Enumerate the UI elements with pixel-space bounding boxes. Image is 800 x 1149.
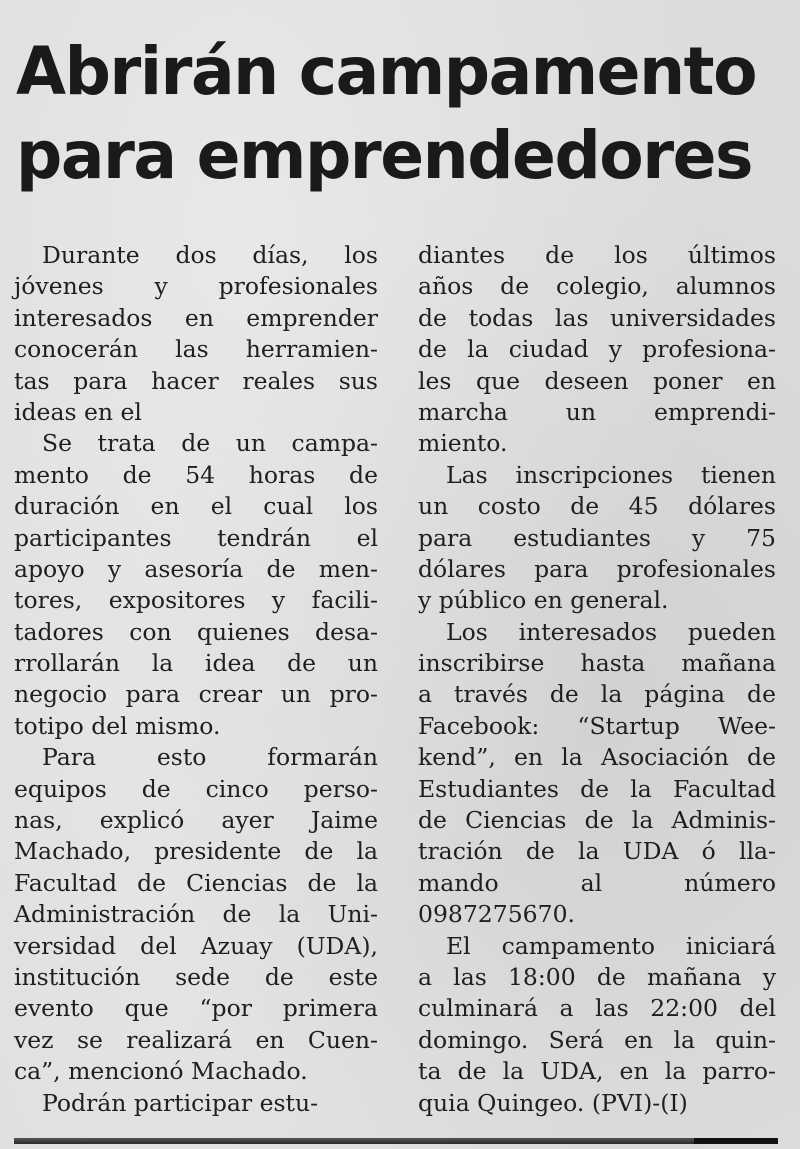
body-text-line: versidad del Azuay (UDA), [14,931,378,960]
body-text-line: kend”, en la Asociación de [418,743,776,772]
body-text-line: Las inscripciones tienen [446,460,776,489]
body-text-line: negocio para crear un pro- [14,680,378,709]
body-text-line: quia Quingeo. (PVI)-(I) [418,1088,688,1117]
body-text-line: y público en general. [418,586,669,615]
body-text-line: ta de la UDA, en la parro- [418,1057,776,1086]
body-text-line: equipos de cinco perso- [14,774,378,803]
body-text-line: vez se realizará en Cuen- [14,1025,378,1054]
body-text-line: inscribirse hasta mañana [418,649,776,678]
body-text-line: ca”, mencionó Machado. [14,1057,308,1086]
body-text-line: mento de 54 horas de [14,460,378,489]
headline [16,30,771,198]
body-text-line: de todas las universidades [418,303,776,332]
body-text-line: de la ciudad y profesiona- [418,335,776,364]
bottom-rule-accent [694,1138,778,1144]
body-text-line: diantes de los últimos [418,241,776,269]
body-text-line: apoyo y asesoría de men- [14,554,378,583]
body-text-line: evento que “por primera [14,994,378,1023]
body-text-line: marcha un emprendi- [418,397,776,426]
bottom-rule-divider [14,1138,778,1144]
body-text-line: culminará a las 22:00 del [418,994,776,1023]
body-text-line: tración de la UDA ó lla- [418,837,776,866]
body-text-line: tadores con quienes desa- [14,617,378,646]
body-text-line: institución sede de este [14,962,378,991]
body-text-line: Estudiantes de la Facultad [418,774,776,803]
body-text-line: de Ciencias de la Adminis- [418,806,776,835]
body-text-line: Podrán participar estu- [42,1088,319,1117]
body-text-line: un costo de 45 dólares [418,492,776,521]
body-text-line: 0987275670. [418,900,575,929]
body-text-line: Facebook: “Startup Wee- [418,711,776,740]
body-text-line: para estudiantes y 75 [418,523,776,552]
body-text-line: años de colegio, alumnos [418,272,776,301]
body-text-line: rrollarán la idea de un [14,649,378,678]
body-text-line: participantes tendrán el [14,523,378,552]
body-text-line: Se trata de un campa- [42,429,378,458]
body-text-line: El campamento iniciará [446,931,776,960]
body-text-line: nas, explicó ayer Jaime [14,806,378,835]
body-text-line: Administración de la Uni- [14,900,378,929]
body-text-line: dólares para profesionales [418,554,776,583]
body-text-line: ideas en el [14,397,142,426]
body-text-line: jóvenes y profesionales [14,272,378,301]
body-text-line: Durante dos días, los [42,241,378,269]
headline-line-1: Abrirán campamento [16,33,757,110]
article-column-left [14,240,378,1119]
body-text-line: miento. [418,429,508,458]
body-text-line: Para esto formarán [42,743,378,772]
body-text-line: Los interesados pueden [446,617,776,646]
body-text-line: les que deseen poner en [418,366,776,395]
body-text-line: mando al número [418,868,776,897]
body-text-line: tas para hacer reales sus [14,366,378,395]
body-text-line: domingo. Será en la quin- [418,1025,776,1054]
body-text-line: duración en el cual los [14,492,378,521]
body-text-line: a las 18:00 de mañana y [418,962,776,991]
body-text-line: totipo del mismo. [14,711,221,740]
headline-line-2: para emprendedores [16,117,753,194]
body-text-line: tores, expositores y facili- [14,586,378,615]
body-text-line: a través de la página de [418,680,776,709]
article-column-right [418,240,776,1119]
body-text-line: interesados en emprender [14,303,378,332]
body-text-line: conocerán las herramien- [14,335,378,364]
body-text-line: Machado, presidente de la [14,837,378,866]
body-text-line: Facultad de Ciencias de la [14,868,378,897]
